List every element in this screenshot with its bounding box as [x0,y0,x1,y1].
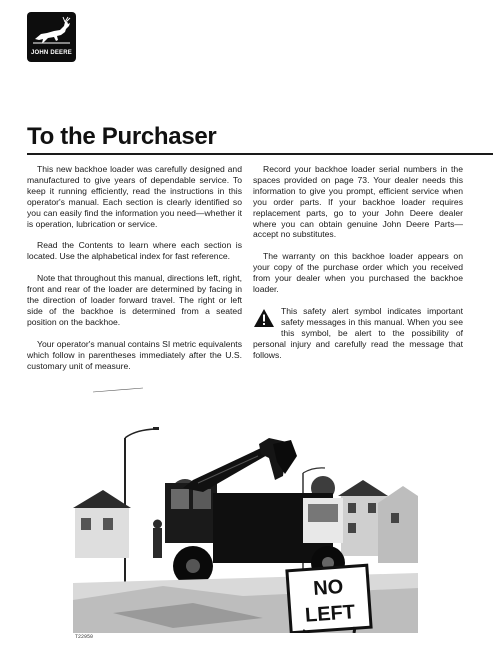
page-title: To the Purchaser [27,123,217,150]
left-column [27,164,242,383]
warranty-paragraph: The warranty on this backhoe loader appears on your copy of the purchase order which you received from your dealer when you purchased the backhoe loader. [253,251,463,295]
serial-numbers-paragraph: Record your backhoe loader serial numbers in the spaces provided on page 73. Your dealer needs this information to give you prompt, efficient service when you order parts. If your backhoe loader requires replacement parts, go to your John Deere dealer where you can obtain genuine John Deere Parts—accept no substitutes. [253,164,463,240]
directions-paragraph: Note that throughout this manual, directions left, right, front and rear of the loader are determined by facing in the direction of loader forward travel. The right or left side of the backhoe is determined from a seated position on the backhoe. [27,273,242,327]
john-deere-logo [27,12,76,62]
backhoe-scene-image [73,378,418,633]
photo-id: T22950 [75,634,94,640]
intro-paragraph: This new backhoe loader was carefully designed and manufactured to give years of dependable service. To keep it running efficiently, read the instructions in this operator's manual. Each section is clearly identified so you can easily find the information you need—whether it is operation, lubrication or service. [27,164,242,229]
safety-alert-icon [253,308,275,328]
contents-paragraph: Read the Contents to learn where each section is located. Use the alphabetical index for fast reference. [27,240,242,262]
title-rule [27,153,493,155]
deer-icon [27,12,76,52]
safety-note-text: This safety alert symbol indicates important safety messages in this manual. When you see this symbol, be alert to the possibility of personal injury and carefully read the message that follows. [253,305,463,360]
logo-wordmark: JOHN DEERE [30,50,72,56]
backhoe-photo [73,378,418,633]
sign-text-left: LEFT [304,601,356,627]
safety-note [253,306,463,361]
right-column [253,164,463,372]
metric-paragraph: Your operator's manual contains SI metric equivalents which follow in parentheses immediately after the U.S. customary unit of measure. [27,338,242,371]
sign-text-no: NO [312,576,344,601]
